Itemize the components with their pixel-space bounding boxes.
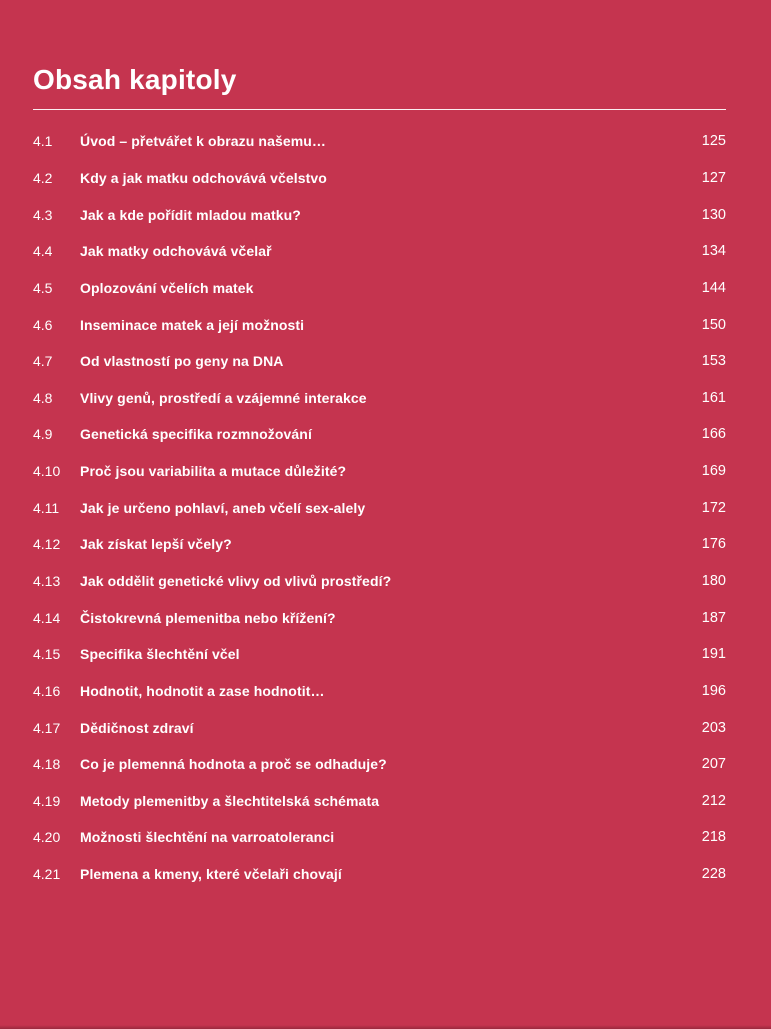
toc-row: [33, 270, 726, 307]
toc-entry-number: 4.19: [33, 792, 61, 809]
toc-list: [33, 124, 726, 893]
toc-entry-title: Oplozování včelích matek: [80, 279, 254, 296]
toc-row: [33, 307, 726, 344]
toc-entry-title: Od vlastností po geny na DNA: [80, 353, 284, 370]
toc-entry-page: 125: [701, 133, 726, 150]
toc-entry-number: 4.21: [33, 866, 61, 883]
toc-entry-title: Metody plemenitby a šlechtitelská schémata: [80, 792, 380, 809]
toc-entry-title: Jak je určeno pohlaví, aneb včelí sex-alely: [80, 499, 366, 516]
toc-entry-page: 172: [701, 499, 726, 516]
toc-entry-page: 228: [701, 866, 726, 883]
toc-entry-title: Jak získat lepší včely?: [80, 536, 232, 553]
toc-entry-title: Dědičnost zdraví: [80, 719, 194, 736]
toc-entry-page: 134: [701, 243, 726, 260]
toc-row: [33, 453, 726, 490]
toc-entry-title: Jak oddělit genetické vlivy od vlivů prostředí?: [80, 573, 392, 589]
toc-row: [33, 710, 726, 747]
toc-entry-title: Plemena a kmeny, které včelaři chovají: [80, 866, 342, 883]
toc-entry-title: Co je plemenná hodnota a proč se odhaduje?: [80, 756, 387, 773]
toc-row: [33, 124, 726, 161]
toc-row: [33, 636, 726, 673]
toc-entry-number: 4.1: [33, 133, 53, 150]
toc-row: [33, 783, 726, 820]
toc-entry-number: 4.6: [33, 316, 53, 333]
toc-entry-number: 4.14: [33, 609, 61, 626]
toc-entry-number: 4.4: [33, 243, 53, 260]
toc-entry-number: 4.13: [33, 573, 61, 589]
toc-entry-title: Vlivy genů, prostředí a vzájemné interakce: [80, 389, 367, 406]
toc-entry-page: 130: [701, 206, 726, 223]
title-divider: [33, 109, 726, 110]
toc-row: [33, 746, 726, 783]
toc-entry-title: Možnosti šlechtění na varroatoleranci: [80, 829, 335, 846]
toc-entry-title: Proč jsou variabilita a mutace důležité?: [80, 463, 347, 480]
toc-row: [33, 343, 726, 380]
toc-entry-number: 4.7: [33, 353, 53, 370]
toc-row: [33, 233, 726, 270]
toc-row: [33, 417, 726, 454]
toc-entry-page: 218: [701, 829, 726, 846]
toc-entry-title: Hodnotit, hodnotit a zase hodnotit…: [80, 682, 325, 699]
toc-row: [33, 197, 726, 234]
toc-entry-title: Specifika šlechtění včel: [80, 646, 240, 663]
toc-row: [33, 160, 726, 197]
toc-entry-number: 4.12: [33, 536, 61, 553]
toc-entry-number: 4.20: [33, 829, 61, 846]
toc-row: [33, 673, 726, 710]
toc-row: [33, 563, 726, 600]
toc-entry-number: 4.9: [33, 426, 53, 443]
toc-row: [33, 820, 726, 857]
toc-entry-title: Úvod – přetvářet k obrazu našemu…: [80, 133, 327, 150]
toc-entry-title: Jak a kde pořídit mladou matku?: [80, 206, 301, 223]
toc-entry-page: 166: [701, 426, 726, 443]
toc-entry-page: 212: [701, 792, 726, 809]
toc-entry-page: 203: [701, 719, 726, 736]
toc-entry-page: 153: [701, 353, 726, 370]
toc-entry-page: 196: [701, 682, 726, 699]
toc-entry-page: 161: [701, 389, 726, 406]
toc-entry-number: 4.16: [33, 682, 61, 699]
toc-entry-page: 187: [701, 609, 726, 626]
toc-entry-page: 127: [701, 169, 726, 186]
toc-entry-number: 4.11: [33, 499, 60, 516]
toc-row: [33, 490, 726, 527]
toc-row: [33, 527, 726, 564]
toc-entry-number: 4.17: [33, 719, 61, 736]
toc-entry-number: 4.10: [33, 463, 61, 480]
toc-entry-page: 207: [701, 756, 726, 773]
toc-entry-number: 4.5: [33, 279, 53, 296]
toc-entry-page: 180: [701, 573, 726, 589]
toc-entry-page: 176: [701, 536, 726, 553]
toc-entry-page: 150: [701, 316, 726, 333]
toc-row: [33, 856, 726, 893]
toc-row: [33, 380, 726, 417]
page-title: Obsah kapitoly: [33, 64, 237, 95]
toc-entry-title: Kdy a jak matku odchovává včelstvo: [80, 169, 327, 186]
toc-entry-title: Inseminace matek a její možnosti: [80, 316, 305, 333]
toc-row: [33, 600, 726, 637]
toc-entry-page: 144: [701, 279, 726, 296]
toc-entry-title: Jak matky odchovává včelař: [80, 243, 272, 260]
toc-entry-title: Genetická specifika rozmnožování: [80, 426, 312, 443]
toc-entry-number: 4.18: [33, 756, 61, 773]
toc-entry-page: 191: [701, 646, 726, 663]
toc-entry-number: 4.8: [33, 389, 53, 406]
toc-entry-page: 169: [701, 463, 726, 480]
toc-entry-title: Čistokrevná plemenitba nebo křížení?: [80, 609, 336, 626]
toc-entry-number: 4.15: [33, 646, 61, 663]
toc-entry-number: 4.3: [33, 206, 53, 223]
toc-entry-number: 4.2: [33, 169, 53, 186]
